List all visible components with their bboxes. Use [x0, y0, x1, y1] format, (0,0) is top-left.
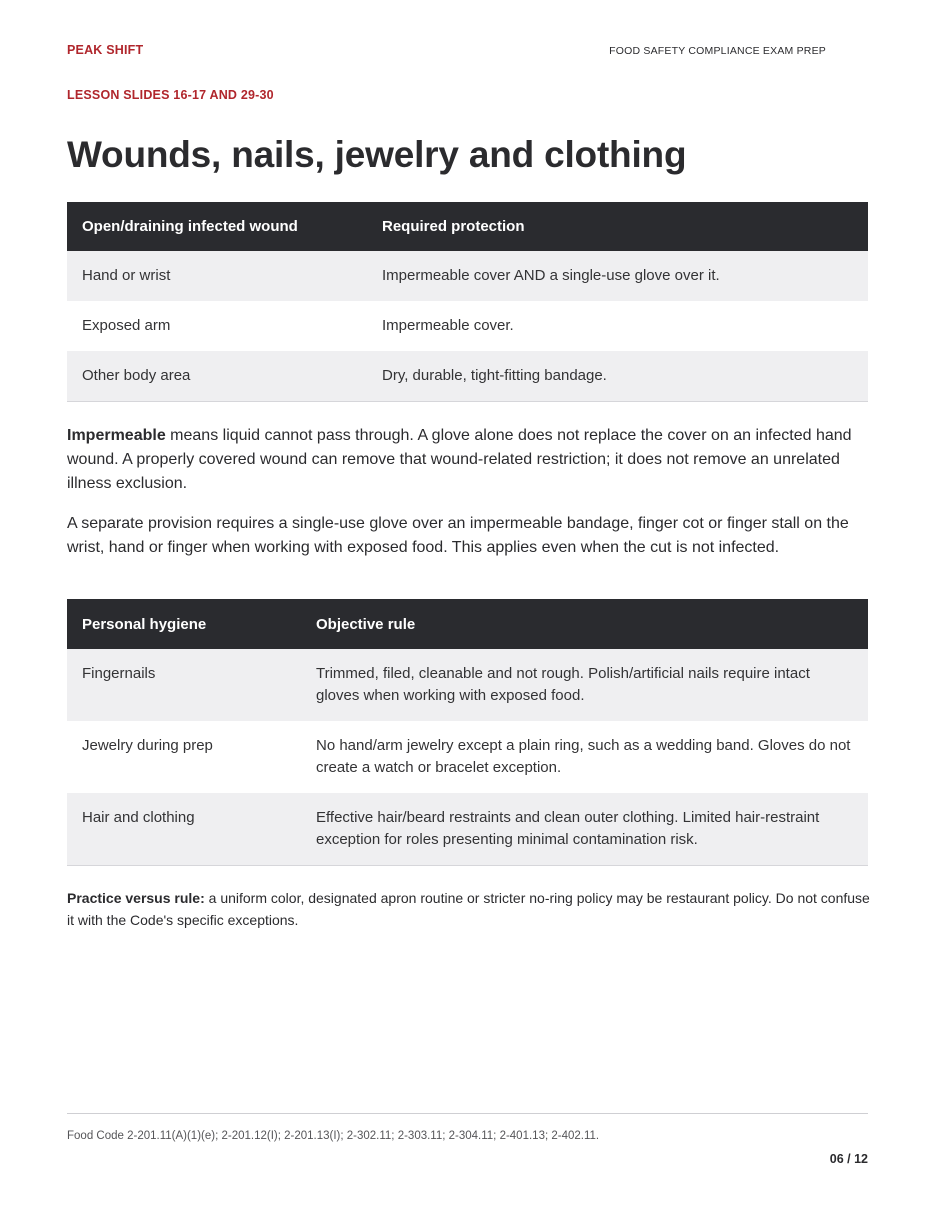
table-header-row [67, 599, 868, 649]
page-title: Wounds, nails, jewelry and clothing [67, 134, 687, 175]
column-header: Personal hygiene [67, 599, 301, 649]
table-cell: Exposed arm [82, 317, 171, 334]
code-citation: Food Code 2-201.11(A)(1)(e); 2-201.12(I); 2-201.13(I); 2-302.11; 2-303.11; 2-304.11; 2-401.13; 2-402.11. [67, 1130, 600, 1142]
column-header: Objective rule [301, 599, 868, 649]
table-cell: Impermeable cover AND a single-use glove over it. [367, 251, 868, 301]
column-header: Required protection [367, 202, 868, 251]
glove-provision-paragraph: A separate provision requires a single-use glove over an impermeable bandage, finger cot or finger stall on the wrist, hand or finger when working with exposed food. This applies even when the cut is not infected. [67, 515, 849, 556]
footer-divider [67, 1113, 868, 1114]
table-header-row [67, 202, 868, 251]
practice-note [67, 887, 872, 931]
table-cell: Trimmed, filed, cleanable and not rough. Polish/artificial nails require intact gloves when working with exposed food. [301, 649, 868, 721]
personal-hygiene-table [67, 599, 868, 866]
table-cell: Dry, durable, tight-fitting bandage. [367, 351, 868, 401]
definition-text: means liquid cannot pass through. A glove alone does not replace the cover on an infected hand wound. A properly covered wound can remove that wound-related restriction; it does not remove an unrelated illness exclusion. [67, 427, 852, 492]
brand-name: PEAK SHIFT [67, 43, 144, 57]
table-cell: No hand/arm jewelry except a plain ring, such as a wedding band. Gloves do not create a watch or bracelet exception. [316, 737, 851, 776]
impermeable-definition [67, 424, 872, 496]
table-cell: Hair and clothing [67, 793, 301, 865]
defined-term: Impermeable [67, 427, 166, 444]
table-cell: Fingernails [67, 649, 301, 721]
table-row [67, 301, 868, 351]
table-row [67, 649, 868, 721]
table-cell: Other body area [67, 351, 367, 401]
column-header: Open/draining infected wound [67, 202, 367, 251]
table-row [67, 793, 868, 865]
table-cell: Impermeable cover. [382, 317, 514, 334]
page-number: 06 / 12 [829, 1152, 868, 1166]
note-label: Practice versus rule: [67, 890, 205, 906]
document-title: FOOD SAFETY COMPLIANCE EXAM PREP [609, 45, 826, 57]
table-row [67, 351, 868, 401]
table-row [67, 721, 868, 793]
note-text: a uniform color, designated apron routine or stricter no-ring policy may be restaurant policy. Do not confuse it with the Code's specific exceptions. [67, 890, 870, 928]
lesson-kicker: LESSON SLIDES 16-17 AND 29-30 [67, 88, 274, 102]
table-row [67, 251, 868, 301]
wound-protection-table [67, 202, 868, 402]
table-cell: Effective hair/beard restraints and clean outer clothing. Limited hair-restraint exception for roles presenting minimal contamination risk. [301, 793, 868, 865]
table-cell: Jewelry during prep [82, 737, 213, 754]
table-cell: Hand or wrist [67, 251, 367, 301]
